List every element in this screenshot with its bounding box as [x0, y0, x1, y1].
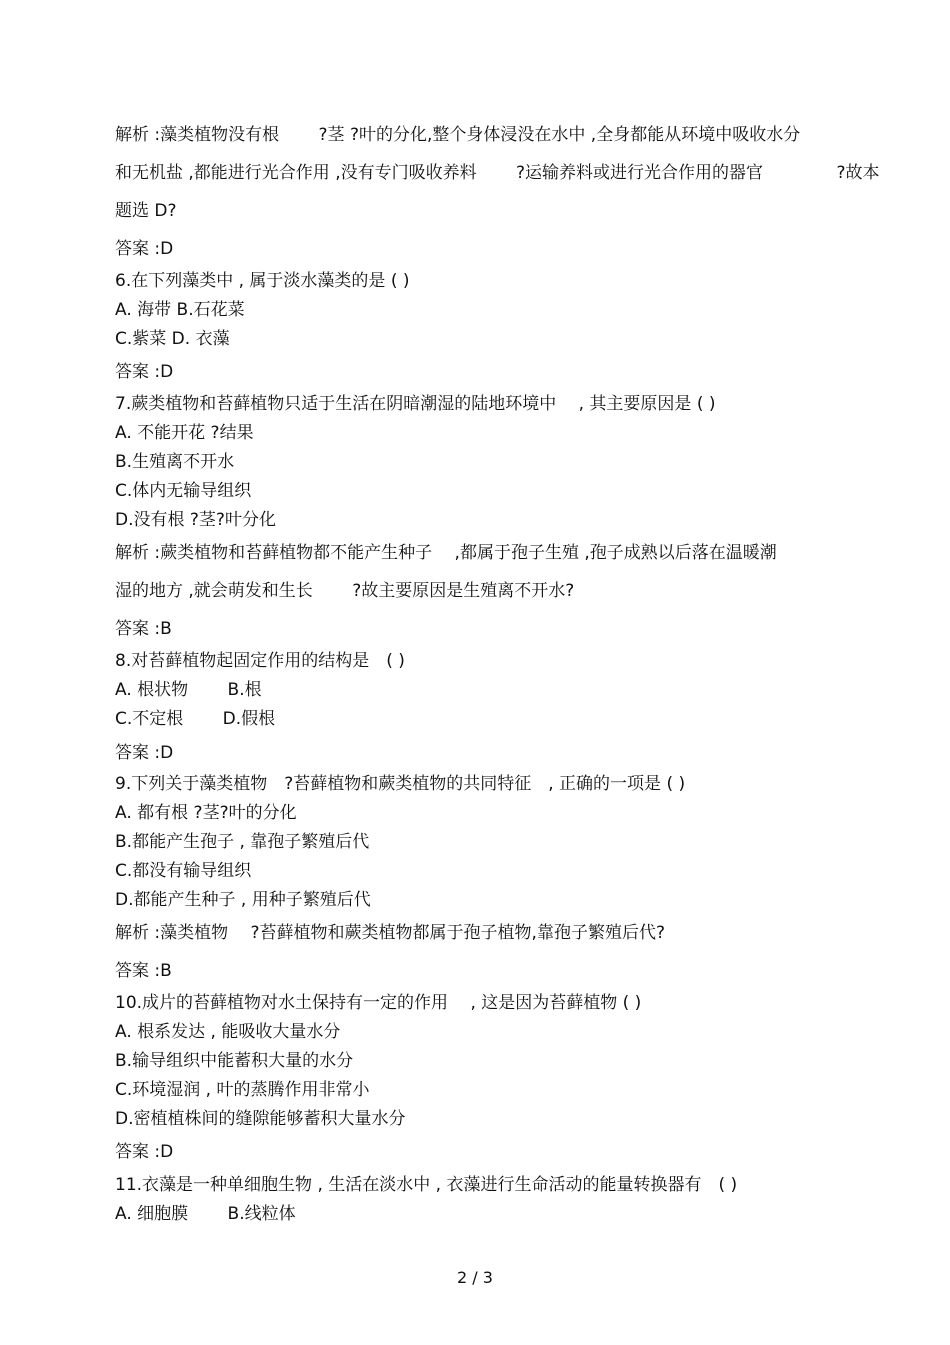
option-line: D.都能产生种子 , 用种子繁殖后代 [115, 890, 371, 910]
analysis-text: 和无机盐 ,都能进行光合作用 ,没有专门吸收养料 ?运输养料或进行光合作用的器官 ?故本 [115, 163, 880, 183]
option-line: B.输导组织中能蓄积大量的水分 [115, 1051, 354, 1071]
analysis-text: 解析 :蕨类植物和苔藓植物都不能产生种子 ,都属于孢子生殖 ,孢子成熟以后落在温暖潮 [115, 543, 777, 563]
option-line: D.密植植株间的缝隙能够蓄积大量水分 [115, 1109, 406, 1129]
question-11: 11.衣藻是一种单细胞生物 , 生活在淡水中 , 衣藻进行生命活动的能量转换器有 ( ) [115, 1175, 738, 1195]
question-10: 10.成片的苔藓植物对水土保持有一定的作用 , 这是因为苔藓植物 ( ) [115, 993, 642, 1013]
question-8: 8.对苔藓植物起固定作用的结构是 ( ) [115, 651, 405, 671]
analysis-text: 解析 :藻类植物 ?苔藓植物和蕨类植物都属于孢子植物,靠孢子繁殖后代? [115, 923, 665, 943]
question-6: 6.在下列藻类中 , 属于淡水藻类的是 ( ) [115, 271, 410, 291]
question-9: 9.下列关于藻类植物 ?苔藓植物和蕨类植物的共同特征 , 正确的一项是 ( ) [115, 774, 686, 794]
option-line: C.环境湿润 , 叶的蒸腾作用非常小 [115, 1080, 370, 1100]
page-number: 2 / 3 [457, 1268, 493, 1287]
option-line: B.生殖离不开水 [115, 452, 235, 472]
analysis-text: 湿的地方 ,就会萌发和生长 ?故主要原因是生殖离不开水? [115, 581, 575, 601]
option-line: C.体内无输导组织 [115, 481, 252, 501]
analysis-text: 题选 D? [115, 201, 177, 221]
option-line: A. 不能开花 ?结果 [115, 423, 254, 443]
answer-line: 答案 :D [115, 239, 174, 259]
answer-line: 答案 :D [115, 743, 174, 763]
option-line: A. 根状物 B.根 [115, 680, 262, 700]
answer-line: 答案 :B [115, 619, 172, 639]
option-line: A. 根系发达 , 能吸收大量水分 [115, 1022, 341, 1042]
option-line: D.没有根 ?茎?叶分化 [115, 510, 276, 530]
option-line: A. 都有根 ?茎?叶的分化 [115, 803, 297, 823]
option-line: C.紫菜 D. 衣藻 [115, 329, 230, 349]
answer-line: 答案 :D [115, 1142, 174, 1162]
answer-line: 答案 :B [115, 961, 172, 981]
option-line: A. 海带 B.石花菜 [115, 300, 245, 320]
option-line: C.不定根 D.假根 [115, 709, 276, 729]
option-line: B.都能产生孢子 , 靠孢子繁殖后代 [115, 832, 370, 852]
answer-line: 答案 :D [115, 362, 174, 382]
option-line: C.都没有输导组织 [115, 861, 252, 881]
option-line: A. 细胞膜 B.线粒体 [115, 1204, 296, 1224]
question-7: 7.蕨类植物和苔藓植物只适于生活在阴暗潮湿的陆地环境中 , 其主要原因是 ( ) [115, 394, 716, 414]
analysis-text: 解析 :藻类植物没有根 ?茎 ?叶的分化,整个身体浸没在水中 ,全身都能从环境中吸收水分 [115, 125, 801, 145]
